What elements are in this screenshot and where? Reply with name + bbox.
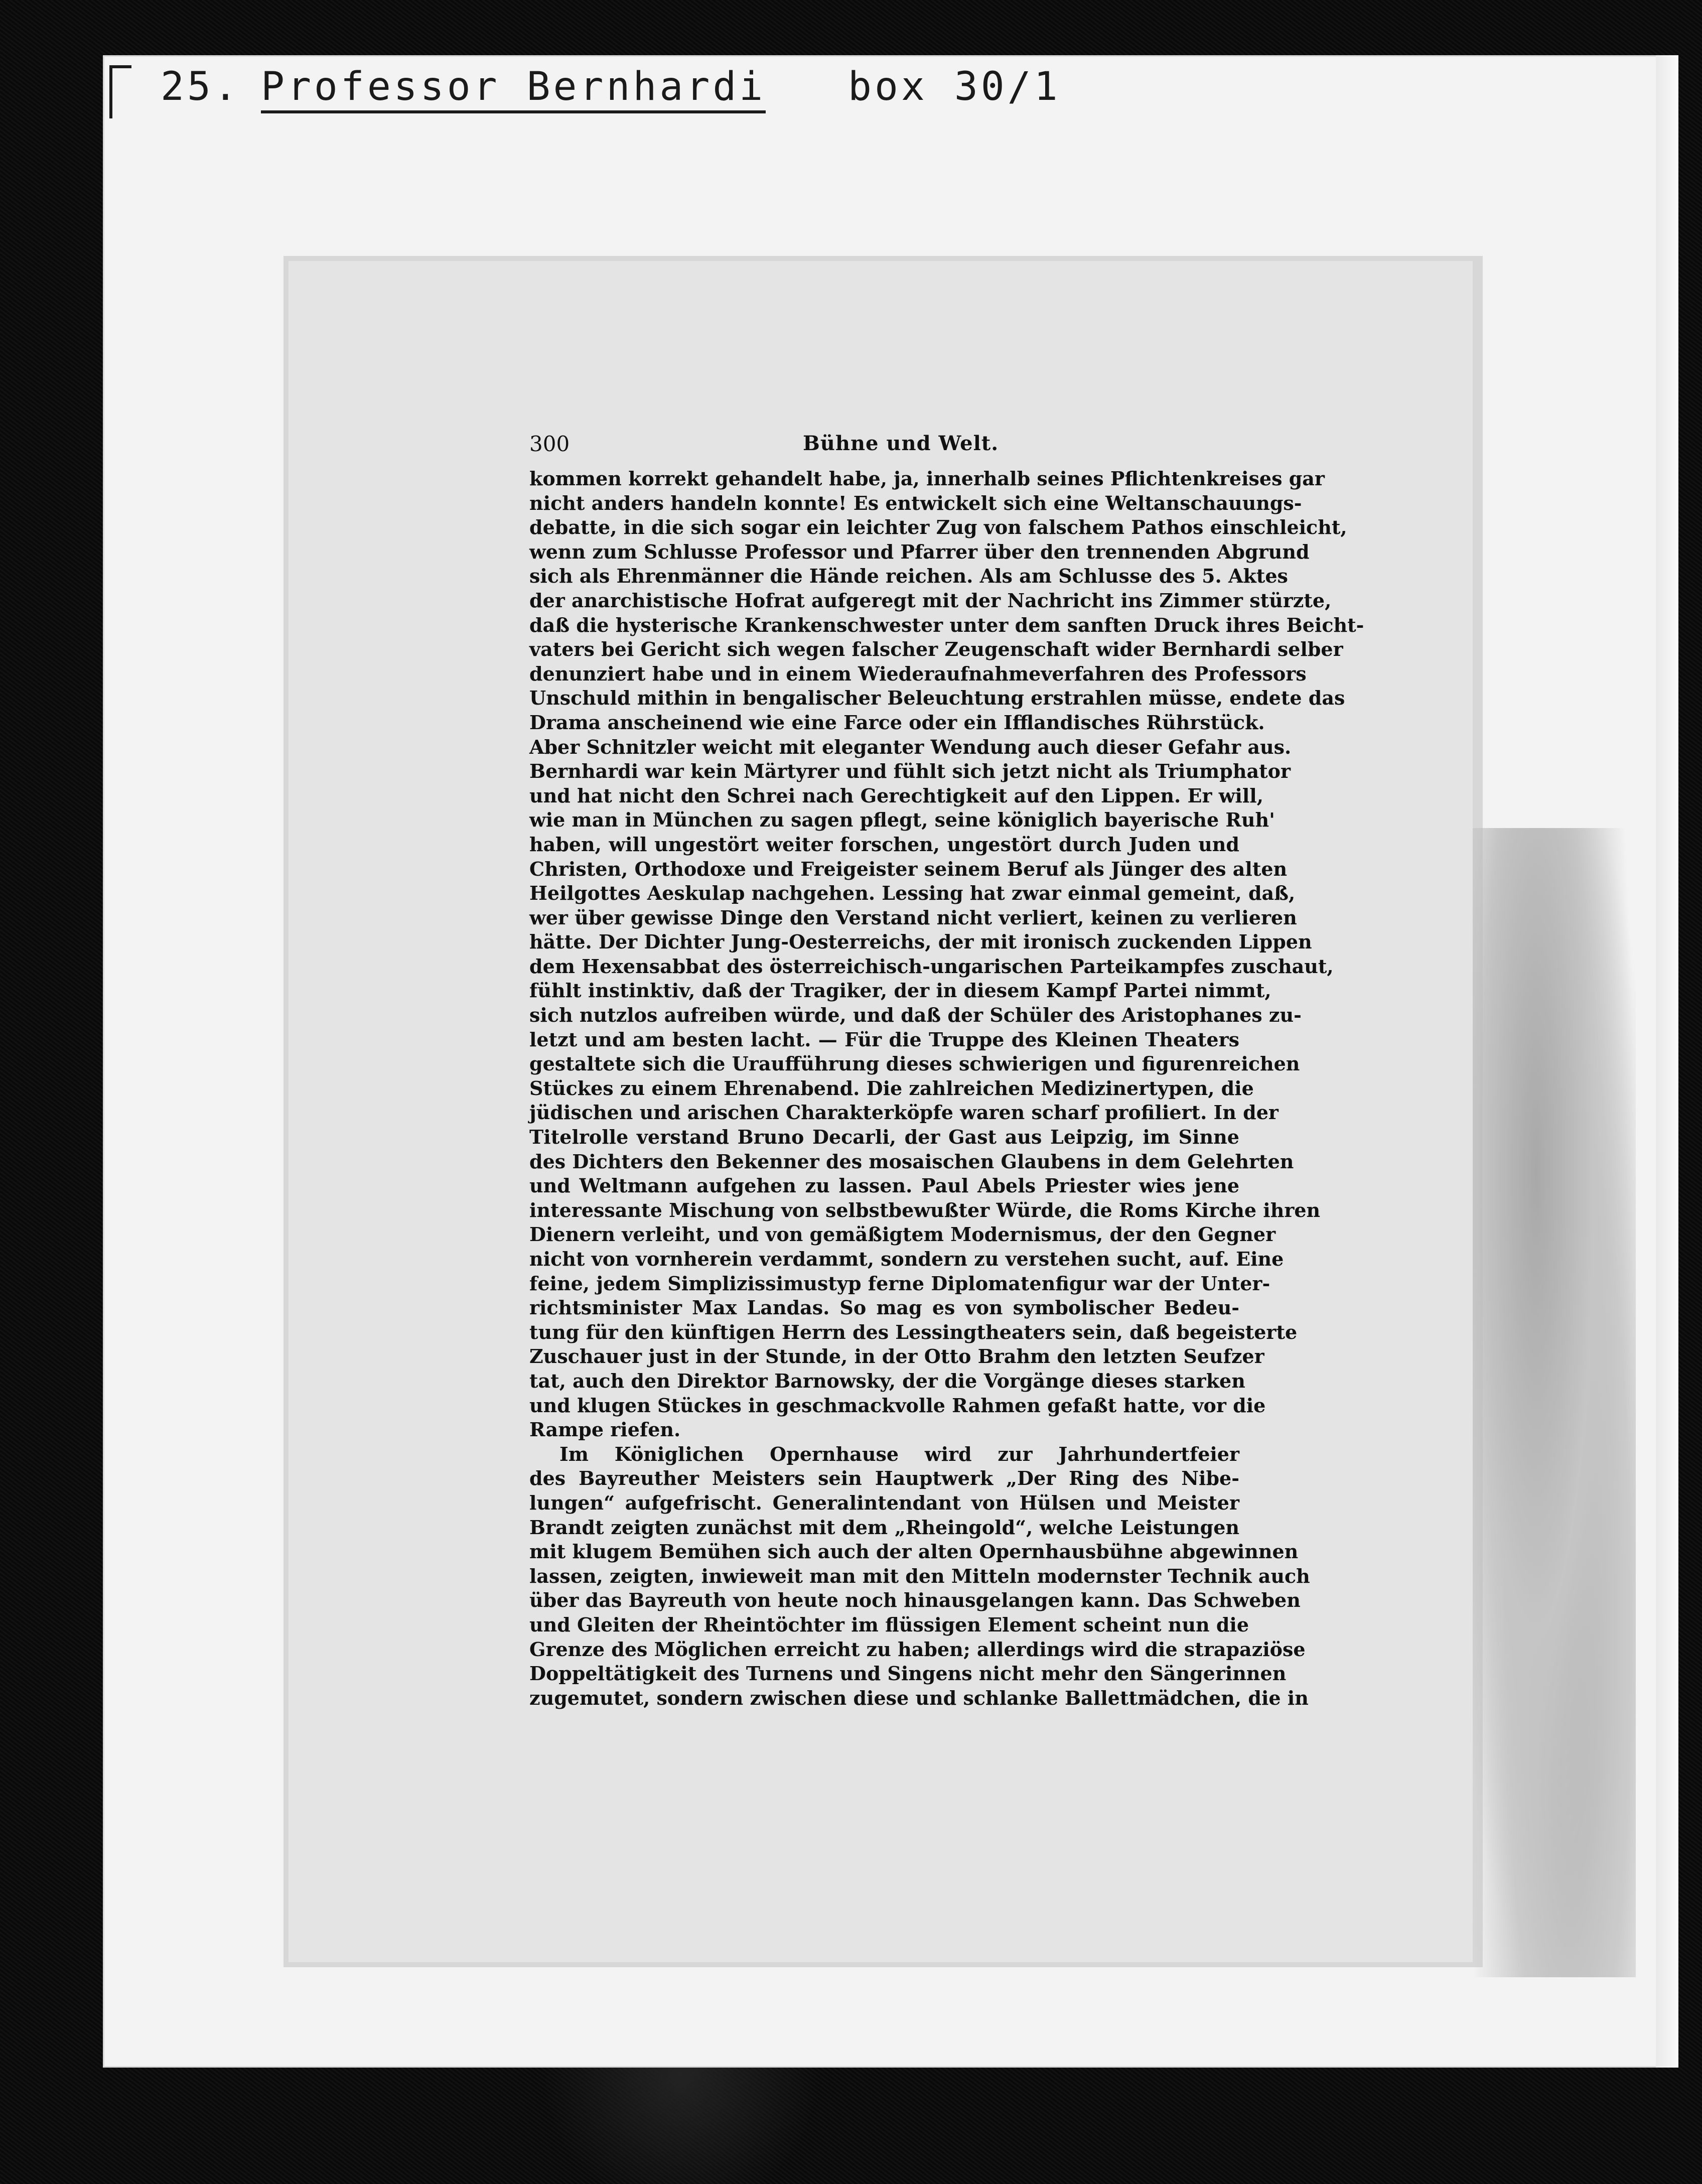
text-line: Drama anscheinend wie eine Farce oder ein Ifflandisches Rührstück. [529, 711, 1265, 734]
page-number: 300 [529, 432, 570, 456]
text-line: Unschuld mithin in bengalischer Beleuchtung erstrahlen müsse, endete das [529, 687, 1345, 710]
text-line: mit klugem Bemühen sich auch der alten Opernhausbühne abgewinnen [529, 1540, 1299, 1563]
text-line: und hat nicht den Schrei nach Gerechtigkeit auf den Lippen. Er will, [529, 784, 1263, 807]
text-line: tung für den künftigen Herrn des Lessingtheaters sein, daß begeisterte [529, 1320, 1298, 1343]
text-line: hätte. Der Dichter Jung-Oesterreichs, der mit ironisch zuckenden Lippen [529, 930, 1312, 953]
text-line: wie man in München zu sagen pflegt, seine königlich bayerische Ruh' [529, 808, 1275, 832]
text-line: sich als Ehrenmänner die Hände reichen. Als am Schlusse des 5. Aktes [529, 565, 1288, 588]
text-line: Titelrolle verstand Bruno Decarli, der Gast aus Leipzig, im Sinne [529, 1126, 1239, 1149]
text-line: Doppeltätigkeit des Turnens und Singens nicht mehr den Sängerinnen [529, 1662, 1287, 1685]
text-line: denunziert habe und in einem Wiederaufnahmeverfahren des Professors [529, 662, 1307, 685]
folder-corner-mark [109, 65, 131, 118]
text-line: vaters bei Gericht sich wegen falscher Zeugenschaft wider Bernhardi selber [529, 638, 1343, 661]
page-header [529, 432, 1239, 467]
text-line: Bernhardi war kein Märtyrer und fühlt sich jetzt nicht als Triumphator [529, 760, 1291, 783]
text-line: gestaltete sich die Uraufführung dieses schwierigen und figurenreichen [529, 1052, 1300, 1075]
text-line: Dienern verleiht, und von gemäßigtem Modernismus, der den Gegner [529, 1223, 1276, 1246]
text-line: Heilgottes Aeskulap nachgehen. Lessing hat zwar einmal gemeint, daß, [529, 882, 1296, 905]
text-line: zugemutet, sondern zwischen diese und schlanke Ballettmädchen, die in [529, 1686, 1309, 1709]
header-box-label: box 30/1 [848, 64, 1061, 109]
text-line: lassen, zeigten, inwieweit man mit den Mitteln modernster Technik auch [529, 1564, 1310, 1587]
text-line: lungen“ aufgefrischt. Generalintendant von Hülsen und Meister [529, 1491, 1239, 1514]
text-line: Christen, Orthodoxe und Freigeister seinem Beruf als Jünger des alten [529, 857, 1288, 880]
text-line: des Bayreuther Meisters sein Hauptwerk „Der Ring des Nibe- [529, 1467, 1239, 1490]
text-line: wenn zum Schlusse Professor und Pfarrer über den trennenden Abgrund [529, 540, 1310, 563]
folder-right-edge [1656, 55, 1678, 2068]
text-line: Brandt zeigten zunächst mit dem „Rheingold“, welche Leistungen [529, 1516, 1239, 1539]
text-line: nicht anders handeln konnte! Es entwickelt sich eine Weltanschauungs- [529, 491, 1302, 514]
text-line: wer über gewisse Dinge den Verstand nicht verliert, keinen zu verlieren [529, 906, 1297, 929]
header-number: 25. [161, 64, 240, 109]
text-line: Grenze des Möglichen erreicht zu haben; allerdings wird die strapaziöse [529, 1637, 1306, 1661]
running-title: Bühne und Welt. [803, 432, 999, 455]
text-line: fühlt instinktiv, daß der Tragiker, der in diesem Kampf Partei nimmt, [529, 979, 1271, 1002]
text-line: richtsminister Max Landas. So mag es von symbolischer Bedeu- [529, 1296, 1239, 1319]
text-line: debatte, in die sich sogar ein leichter Zug von falschem Pathos einschleicht, [529, 516, 1347, 539]
paper-stain [1470, 828, 1636, 1977]
text-line: und Weltmann aufgehen zu lassen. Paul Abels Priester wies jene [529, 1174, 1239, 1197]
text-line: daß die hysterische Krankenschwester unter dem sanften Druck ihres Beicht- [529, 613, 1364, 636]
text-line: Stückes zu einem Ehrenabend. Die zahlreichen Medizinertypen, die [529, 1076, 1254, 1100]
text-line: Aber Schnitzler weicht mit eleganter Wendung auch dieser Gefahr aus. [529, 735, 1292, 758]
text-line: kommen korrekt gehandelt habe, ja, innerhalb seines Pflichtenkreises gar [529, 467, 1325, 490]
text-line: Im Königlichen Opernhause wird zur Jahrhundertfeier [559, 1442, 1239, 1465]
text-line: des Dichters den Bekenner des mosaischen Glaubens in dem Gelehrten [529, 1150, 1294, 1173]
text-line: interessante Mischung von selbstbewußter Würde, die Roms Kirche ihren [529, 1198, 1321, 1221]
article-lines [529, 467, 1364, 1710]
text-line: haben, will ungestört weiter forschen, ungestört durch Juden und [529, 833, 1239, 856]
text-line: tat, auch den Direktor Barnowsky, der die Vorgänge dieses starken [529, 1369, 1245, 1392]
article-text [529, 432, 1364, 1710]
text-line: und klugen Stückes in geschmackvolle Rahmen gefaßt hatte, vor die [529, 1394, 1266, 1417]
text-line: über das Bayreuth von heute noch hinausgelangen kann. Das Schweben [529, 1589, 1301, 1612]
header-title: Professor Bernhardi [261, 64, 766, 113]
text-line: der anarchistische Hofrat aufgeregt mit der Nachricht ins Zimmer stürzte, [529, 589, 1332, 612]
text-line: jüdischen und arischen Charakterköpfe waren scharf profiliert. In der [529, 1101, 1279, 1124]
text-line: dem Hexensabbat des österreichisch-ungarischen Parteikampfes zuschaut, [529, 954, 1334, 978]
text-line: feine, jedem Simplizissimustyp ferne Diplomatenfigur war der Unter- [529, 1272, 1270, 1295]
text-line: letzt und am besten lacht. — Für die Truppe des Kleinen Theaters [529, 1028, 1239, 1051]
text-line: Zuschauer just in der Stunde, in der Otto Brahm den letzten Seufzer [529, 1345, 1264, 1368]
text-line: nicht von vornherein verdammt, sondern zu verstehen sucht, auf. Eine [529, 1248, 1284, 1270]
text-line: und Gleiten der Rheintöchter im flüssigen Element scheint nun die [529, 1613, 1249, 1636]
text-line: Rampe riefen. [529, 1418, 681, 1441]
text-line: sich nutzlos aufreiben würde, und daß der Schüler des Aristophanes zu- [529, 1004, 1302, 1027]
